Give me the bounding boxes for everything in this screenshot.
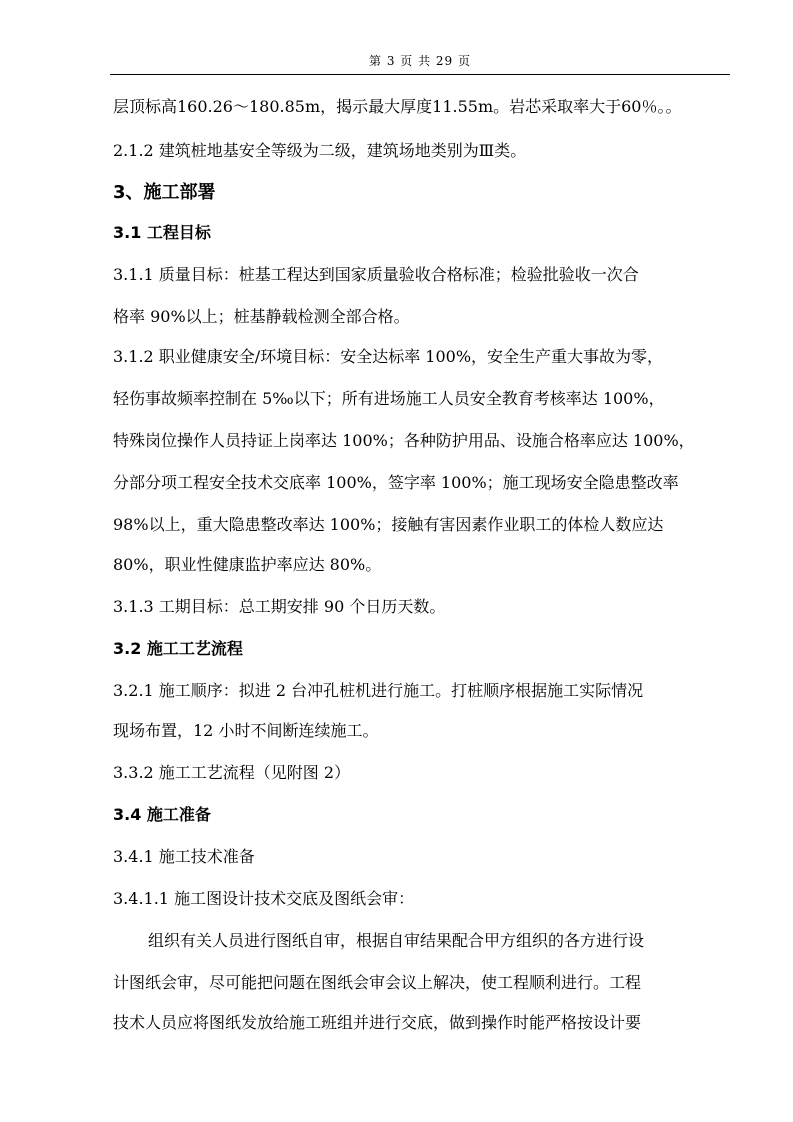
body-line: 技术人员应将图纸发放给施工班组并进行交底，做到操作时能严格按设计要 (113, 1013, 642, 1032)
body-line: 3.4.1.1 施工图设计技术交底及图纸会审： (113, 889, 415, 908)
body-line: 3.2.1 施工顺序：拟进 2 台冲孔桩机进行施工。打桩顺序根据施工实际情况 (113, 681, 644, 700)
body-line: 3.3.2 施工工艺流程（见附图 2） (113, 763, 351, 782)
body-line: 计图纸会审，尽可能把问题在图纸会审会议上解决，使工程顺利进行。工程 (113, 973, 642, 992)
body-line: 层顶标高160.26～180.85m，揭示最大厚度11.55m。岩芯采取率大于60％。。 (113, 97, 682, 116)
body-line: 98%以上，重大隐患整改率达 100%；接触有害因素作业职工的体检人数应达 (113, 515, 664, 534)
body-line: 3.1.3 工期目标：总工期安排 90 个日历天数。 (113, 597, 446, 616)
body-line: 轻伤事故频率控制在 5‰以下；所有进场施工人员安全教育考核率达 100%， (113, 389, 665, 408)
page-indicator: 第 3 页 共 29 页 (369, 54, 471, 68)
body-line: 3.4.1 施工技术准备 (113, 847, 255, 866)
subsection-heading: 3.4 施工准备 (113, 805, 211, 824)
body-line: 2.1.2 建筑桩地基安全等级为二级，建筑场地类别为Ⅲ类。 (113, 141, 527, 160)
body-line: 特殊岗位操作人员持证上岗率达 100%；各种防护用品、设施合格率应达 100%， (113, 431, 695, 450)
body-line: 格率 90%以上；桩基静载检测全部合格。 (113, 307, 410, 326)
body-line: 现场布置，12 小时不间断连续施工。 (113, 721, 379, 740)
body-line: 3.1.2 职业健康安全/环境目标：安全达标率 100%，安全生产重大事故为零， (113, 347, 664, 366)
header-rule (110, 74, 730, 75)
body-line: 3.1.1 质量目标：桩基工程达到国家质量验收合格标准；检验批验收一次合 (113, 265, 639, 284)
subsection-heading: 3.1 工程目标 (113, 223, 211, 242)
body-line: 80%，职业性健康监护率应达 80%。 (113, 555, 382, 574)
section-heading: 3、施工部署 (113, 182, 216, 203)
body-line: 组织有关人员进行图纸自审，根据自审结果配合甲方组织的各方进行设 (148, 931, 645, 950)
body-line: 分部分项工程安全技术交底率 100%，签字率 100%；施工现场安全隐患整改率 (113, 473, 679, 492)
subsection-heading: 3.2 施工工艺流程 (113, 639, 243, 658)
